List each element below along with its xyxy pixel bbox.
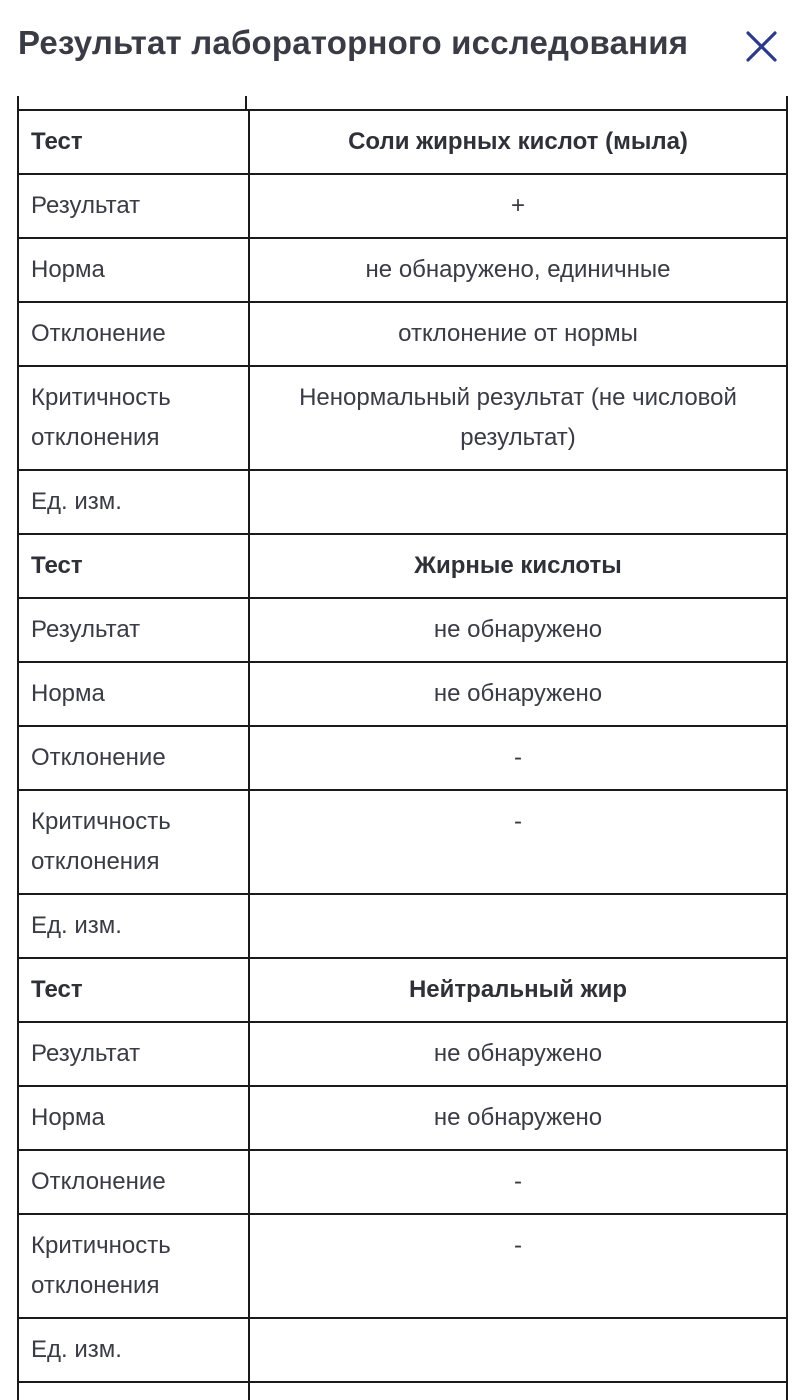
- close-button[interactable]: [740, 24, 784, 68]
- close-icon[interactable]: [740, 24, 784, 68]
- row-label-cell: Норма: [18, 238, 249, 302]
- test-name-cell: Жирные кислоты: [249, 534, 787, 598]
- test-name-cell: Нейтральный жир: [249, 958, 787, 1022]
- row-label-cell: Результат: [18, 598, 249, 662]
- row-label-cell: Ед. изм.: [18, 470, 249, 534]
- row-label-cell: Критичность отклонения: [18, 366, 249, 470]
- table-row: [18, 174, 787, 238]
- table-row: [18, 1022, 787, 1086]
- modal-header: [0, 0, 796, 96]
- table-row: [18, 894, 787, 958]
- row-value-cell: не обнаружено: [249, 598, 787, 662]
- table-border-stub: [17, 96, 19, 110]
- test-label-cell: Тест: [18, 110, 249, 174]
- results-table-container[interactable]: [17, 96, 788, 1400]
- row-value-cell: не обнаружено, единичные: [249, 238, 787, 302]
- row-label-cell: Норма: [18, 662, 249, 726]
- table-row: [18, 1214, 787, 1318]
- row-label-cell: Результат: [18, 174, 249, 238]
- row-label-cell: Критичность отклонения: [18, 790, 249, 894]
- row-value-cell: -: [249, 1150, 787, 1214]
- row-value-cell: [249, 894, 787, 958]
- row-label-cell: Критичность отклонения: [18, 1214, 249, 1318]
- test-name-cell: Соли жирных кислот (мыла): [249, 110, 787, 174]
- row-label-cell: Отклонение: [18, 302, 249, 366]
- row-value-cell: [249, 470, 787, 534]
- test-header-row: [18, 534, 787, 598]
- table-row: [18, 238, 787, 302]
- table-row: [18, 1086, 787, 1150]
- row-value-cell: -: [249, 790, 787, 894]
- row-value-cell: отклонение от нормы: [249, 302, 787, 366]
- row-label-cell: Результат: [18, 1022, 249, 1086]
- test-label-cell: Тест: [18, 958, 249, 1022]
- row-value-cell: Ненормальный результат (не числовой результат): [249, 366, 787, 470]
- row-label-cell: Отклонение: [18, 1150, 249, 1214]
- row-label-cell: Ед. изм.: [18, 1318, 249, 1382]
- table-row: [18, 302, 787, 366]
- results-table: [17, 109, 788, 1400]
- row-value-cell: +: [249, 174, 787, 238]
- table-border-stub: [245, 96, 247, 110]
- page-title: Результат лабораторного исследования: [18, 24, 689, 61]
- row-label-cell: Ед. изм.: [18, 894, 249, 958]
- table-row: [18, 1318, 787, 1382]
- row-label-cell: [18, 1382, 249, 1400]
- test-header-row: [18, 110, 787, 174]
- row-value-cell: не обнаружено: [249, 662, 787, 726]
- row-value-cell: -: [249, 726, 787, 790]
- row-value-cell: не обнаружено: [249, 1022, 787, 1086]
- test-header-row: [18, 958, 787, 1022]
- test-label-cell: Тест: [18, 534, 249, 598]
- row-label-cell: Норма: [18, 1086, 249, 1150]
- table-row: [18, 790, 787, 894]
- table-row: [18, 662, 787, 726]
- table-row: [18, 726, 787, 790]
- row-label-cell: Отклонение: [18, 726, 249, 790]
- table-row: [18, 1150, 787, 1214]
- table-border-stub: [786, 96, 788, 110]
- table-row: [18, 470, 787, 534]
- table-row: [18, 598, 787, 662]
- row-value-cell: [249, 1318, 787, 1382]
- row-value-cell: -: [249, 1214, 787, 1318]
- table-row: [18, 366, 787, 470]
- table-row: [18, 1382, 787, 1400]
- row-value-cell: [249, 1382, 787, 1400]
- row-value-cell: не обнаружено: [249, 1086, 787, 1150]
